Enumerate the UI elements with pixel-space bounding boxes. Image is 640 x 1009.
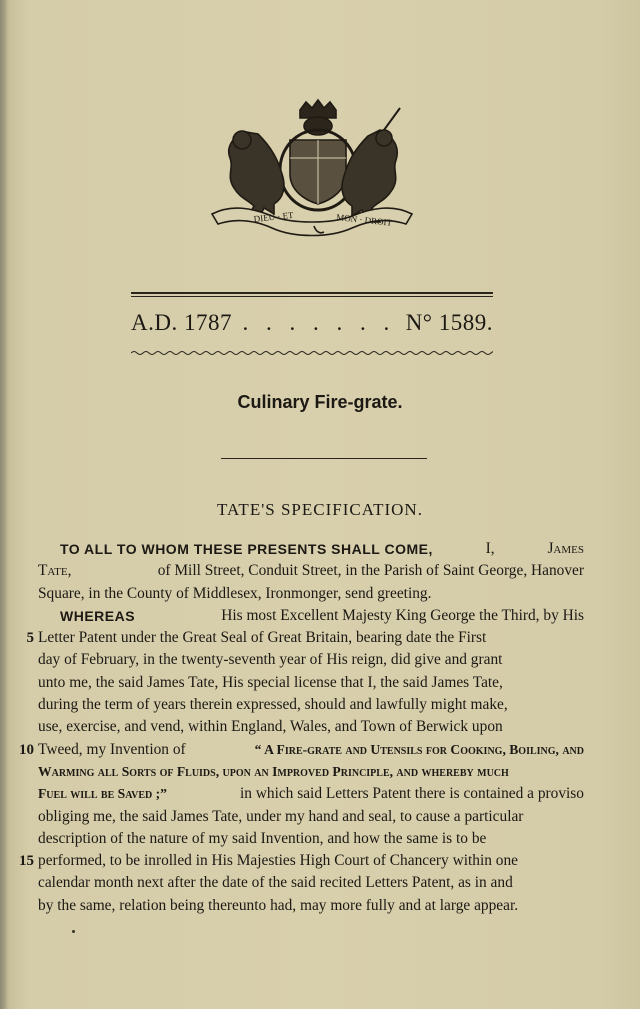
line-segment: James: [547, 540, 584, 557]
patent-heading: [131, 310, 493, 336]
text-line: [38, 895, 584, 917]
svg-text:MON · DROIT: MON · DROIT: [335, 212, 393, 228]
text-line: [38, 783, 584, 805]
line-segment: in which said Letters Patent there is contained a proviso: [239, 785, 584, 803]
text-line: [38, 538, 584, 560]
svg-text:DIEU · ET: DIEU · ET: [253, 209, 294, 224]
opening-phrase: TO ALL TO WHOM THESE PRESENTS SHALL COME,: [60, 541, 433, 557]
line-number: 15: [19, 853, 34, 870]
text-line: [38, 583, 584, 605]
text-line: [38, 828, 584, 850]
specification-body: [19, 538, 584, 917]
text-line: [38, 672, 584, 694]
line-number: 10: [19, 741, 34, 758]
patent-number: N° 1589.: [405, 310, 493, 335]
invention-title: Warming all Sorts of Fluids, upon an Improved Principle, and whereby much: [38, 763, 509, 779]
top-rule-thin: [131, 296, 493, 297]
line-segment: His most Excellent Majesty King George the Third, by His: [221, 606, 584, 624]
text-line: [38, 872, 584, 894]
line-segment: obliging me, the said James Tate, under my hand and seal, to cause a particular: [38, 807, 524, 825]
line-segment: unto me, the said James Tate, His special license that I, the said James Tate,: [38, 673, 503, 691]
invention-title: Fuel will be Saved ;”: [38, 786, 167, 802]
text-line: [26, 627, 584, 649]
invention-title: “ A Fire-grate and Utensils for Cooking, Boiling, and: [254, 741, 584, 757]
text-line: [38, 560, 584, 582]
line-segment: day of February, in the twenty-seventh year of His reign, did give and grant: [38, 651, 503, 669]
royal-coat-of-arms-icon: [206, 96, 418, 238]
wavy-rule: [131, 350, 493, 356]
text-line: [38, 806, 584, 828]
line-segment: Tate,: [38, 562, 72, 580]
line-number: 5: [26, 630, 34, 647]
line-segment: Tweed, my Invention of: [38, 740, 186, 758]
line-segment: during the term of years therein expressed, should and lawfully might make,: [38, 696, 508, 714]
title-rule: [221, 458, 427, 459]
line-segment: use, exercise, and vend, within England, Wales, and Town of Berwick upon: [38, 718, 503, 736]
line-segment: performed, to be inrolled in His Majesties High Court of Chancery within one: [38, 852, 519, 870]
patent-year: A.D. 1787: [131, 310, 232, 335]
line-segment: Square, in the County of Middlesex, Ironmonger, send greeting.: [38, 584, 432, 602]
text-line: [38, 761, 584, 783]
text-line: [38, 605, 584, 627]
line-segment: by the same, relation being thereunto had, may more fully and at large appear.: [38, 896, 519, 914]
text-line: [38, 694, 584, 716]
ink-speck: [72, 930, 75, 933]
specification-heading: TATE'S SPECIFICATION.: [217, 500, 423, 519]
line-segment: description of the nature of my said Invention, and how the same is to be: [38, 829, 487, 847]
heading-dots: . . . . . . .: [242, 310, 396, 335]
text-line: [38, 716, 584, 738]
line-segment: I,: [485, 540, 495, 557]
text-line: [19, 739, 584, 761]
line-segment: Letter Patent under the Great Seal of Great Britain, bearing date the First: [38, 629, 487, 647]
document-title: Culinary Fire-grate.: [237, 392, 403, 412]
line-segment: of Mill Street, Conduit Street, in the Parish of Saint George, Hanover: [157, 562, 584, 580]
whereas-phrase: WHEREAS: [60, 607, 136, 624]
text-line: [19, 850, 584, 872]
top-rule: [131, 292, 493, 294]
line-segment: calendar month next after the date of the said recited Letters Patent, as in and: [38, 874, 513, 892]
text-line: [38, 649, 584, 671]
